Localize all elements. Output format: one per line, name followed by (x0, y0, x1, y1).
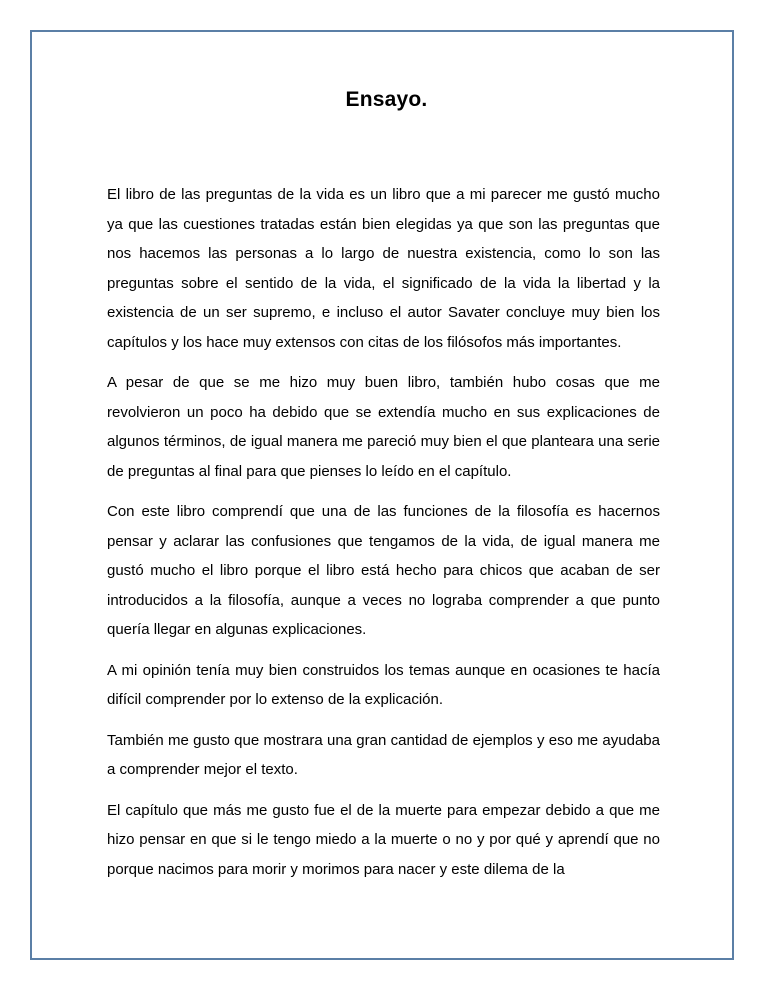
paragraph-1: El libro de las preguntas de la vida es un libro que a mi parecer me gustó mucho ya que las cuestiones tratadas están bien elegidas ya que son las preguntas que nos hacemos las personas a lo largo de nuestra existencia, como lo son las preguntas sobre el sentido de la vida, el significado de la vida la libertad y la existencia de un ser supremo, e incluso el autor Savater concluye muy bien los capítulos y los hace muy extensos con citas de los filósofos más importantes. (107, 186, 660, 351)
paragraph-5: También me gusto que mostrara una gran cantidad de ejemplos y eso me ayudaba a comprender mejor el texto. (107, 731, 660, 778)
paragraph-6: El capítulo que más me gusto fue el de la muerte para empezar debido a que me hizo pensar en que si le tengo miedo a la muerte o no y por qué y aprendí que no porque nacimos para morir y morimos para nacer y este dilema de la (107, 801, 660, 878)
paragraph-3: Con este libro comprendí que una de las funciones de la filosofía es hacernos pensar y aclarar las confusiones que tengamos de la vida, de igual manera me gustó mucho el libro porque el libro está hecho para chicos que acaban de ser introducidos a la filosofía, aunque a veces no lograba comprender a que punto quería llegar en algunas explicaciones. (107, 503, 660, 638)
paragraph-2: A pesar de que se me hizo muy buen libro, también hubo cosas que me revolvieron un poco ha debido que se extendía mucho en sus explicaciones de algunos términos, de igual manera me pareció muy bien el que planteara una serie de preguntas al final para que pienses lo leído en el capítulo. (107, 374, 660, 480)
paragraph-4: A mi opinión tenía muy bien construidos los temas aunque en ocasiones te hacía difícil comprender por lo extenso de la explicación. (107, 661, 660, 708)
document-title: Ensayo. (345, 88, 428, 111)
document-body (107, 180, 660, 895)
